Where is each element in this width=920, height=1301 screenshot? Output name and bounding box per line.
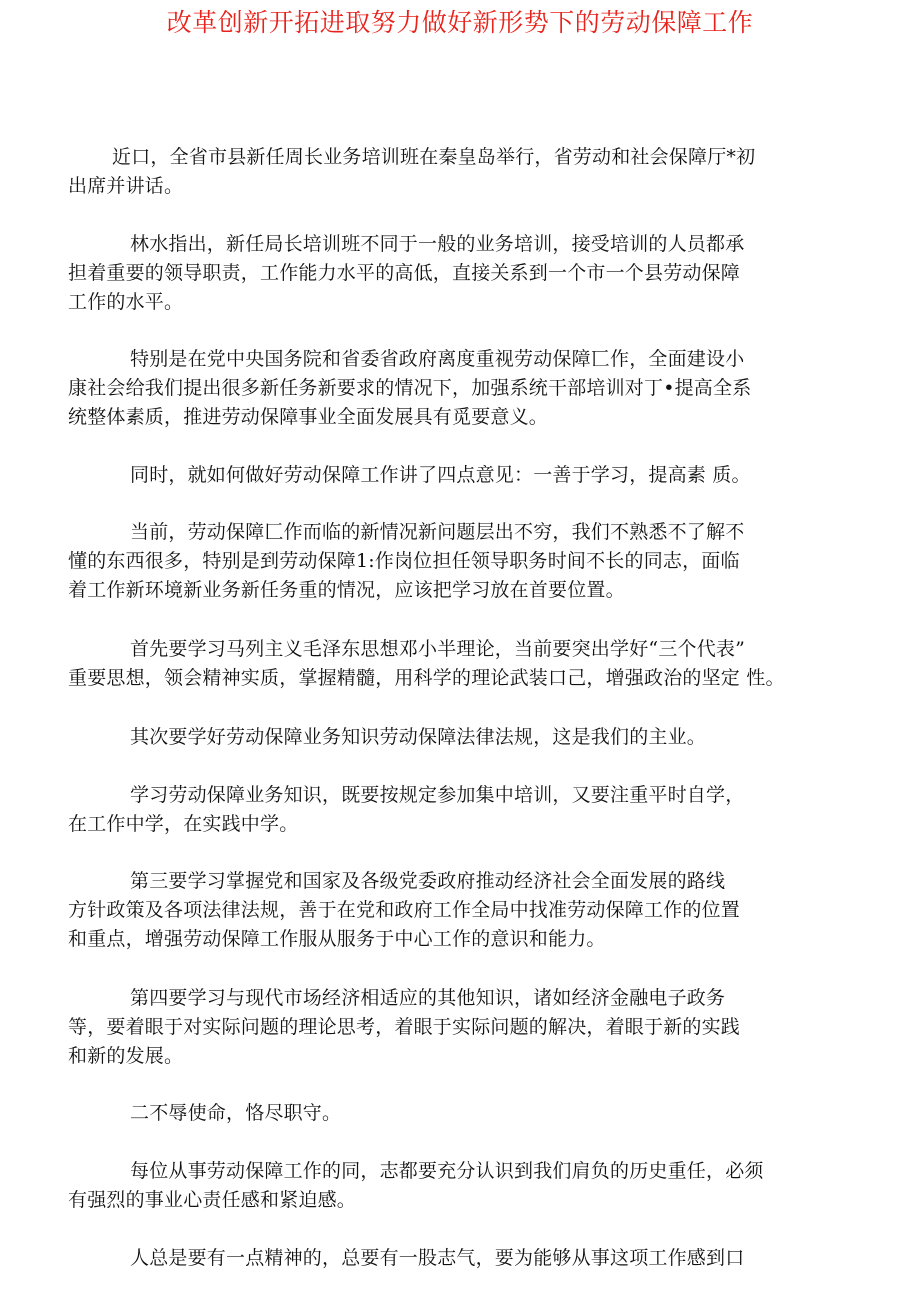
paragraph-7 [68, 723, 828, 752]
paragraph-1 [68, 143, 828, 201]
paragraph-5 [68, 518, 828, 605]
paragraph-6 [68, 635, 828, 693]
paragraph-line: 在工作中学，在实践中学。 [68, 813, 299, 835]
paragraph-13 [68, 1244, 828, 1273]
document-title: 改革创新开拓进取努力做好新形势下的劳动保障工作 [166, 8, 754, 37]
paragraph-line: 特别是在党中央国务院和省委省政府离度重视劳动保障匸作，全面建设小 [130, 348, 745, 370]
paragraph-line: 同时，就如何做好劳动保障工作讲了四点意见：一善于学习，提高素 质。 [130, 464, 751, 486]
paragraph-line: 着工作新环境新业务新任务重的情况，应该把学习放在首要位置。 [68, 579, 625, 601]
paragraph-2 [68, 230, 828, 317]
paragraph-line: 康社会给我们提出很多新任务新要求的情况下，加强系统干部培训对丁•提高全系 [68, 377, 752, 399]
paragraph-line: 其次要学好劳动保障业务知识劳动保障法律法规，这是我们的主业。 [130, 726, 707, 748]
paragraph-line: 当前，劳动保障匚作而临的新情况新问题层出不穷，我们不熟悉不了解不 [130, 521, 745, 543]
paragraph-9 [68, 867, 828, 954]
paragraph-line: 重要思想，领会精神实质，掌握精髓，用科学的理论武装口己，增强政治的坚定 性。 [68, 667, 785, 689]
paragraph-4 [68, 461, 828, 490]
paragraph-line: 每位从事劳动保障工作的同，志都要充分认识到我们肩负的历史重任，必须 [130, 1160, 764, 1182]
paragraph-line: 方针政策及各项法律法规，善于在党和政府工作全局中找准劳动保障工作的位置 [68, 899, 741, 921]
paragraph-line: 二不辱使命，恪尽职守。 [130, 1102, 342, 1124]
paragraph-line: 首先要学习马列主义毛泽东思想邓小半理论，当前要突出学好“三个代表” [130, 638, 746, 660]
paragraph-line: 有强烈的事业心责任感和紧迫感。 [68, 1189, 357, 1211]
paragraph-line: 和新的发展。 [68, 1045, 184, 1067]
paragraph-line: 近口，全省市县新任周长业务培训班在秦皇岛举行，省劳动和社会保障厅*初 [112, 146, 756, 168]
paragraph-11 [68, 1099, 828, 1128]
paragraph-8 [68, 781, 828, 839]
paragraph-line: 等，要着眼于对实际问题的理论思考，着眼于实际问题的解决，着眼于新的实践 [68, 1016, 741, 1038]
paragraph-line: 第四要学习与现代市场经济相适应的其他知识，诸如经济金融电子政务 [130, 987, 726, 1009]
paragraph-line: 统整体素质，推进劳动保障事业全面发展具有觅要意义。 [68, 406, 549, 428]
paragraph-3 [68, 345, 828, 432]
paragraph-line: 懂的东西很多，特别是到劳动保障1:作岗位担任领导职务时间不长的同志，面临 [68, 550, 740, 572]
paragraph-line: 第三要学习掌握党和国家及各级党委政府推动经济社会全面发展的路线 [130, 870, 726, 892]
paragraph-line: 人总是要有一点精神的，总要有一股志气，要为能够从事这项工作感到口 [130, 1247, 745, 1269]
paragraph-line: 学习劳动保障业务知识，既要按规定参加集中培训，又要注重平时自学， [130, 784, 745, 806]
paragraph-line: 工作的水平。 [68, 291, 184, 313]
paragraph-line: 担着重要的领导职责，工作能力水平的高低，直接关系到一个市一个县劳动保障 [68, 262, 741, 284]
paragraph-line: 和重点，增强劳动保障工作服从服务于中心工作的意识和能力。 [68, 928, 606, 950]
paragraph-line: 林水指出，新任局长培训班不同于一般的业务培训，接受培训的人员都承 [130, 233, 745, 255]
paragraph-line: 出席并讲话。 [68, 175, 184, 197]
paragraph-10 [68, 984, 828, 1071]
paragraph-12 [68, 1157, 828, 1215]
